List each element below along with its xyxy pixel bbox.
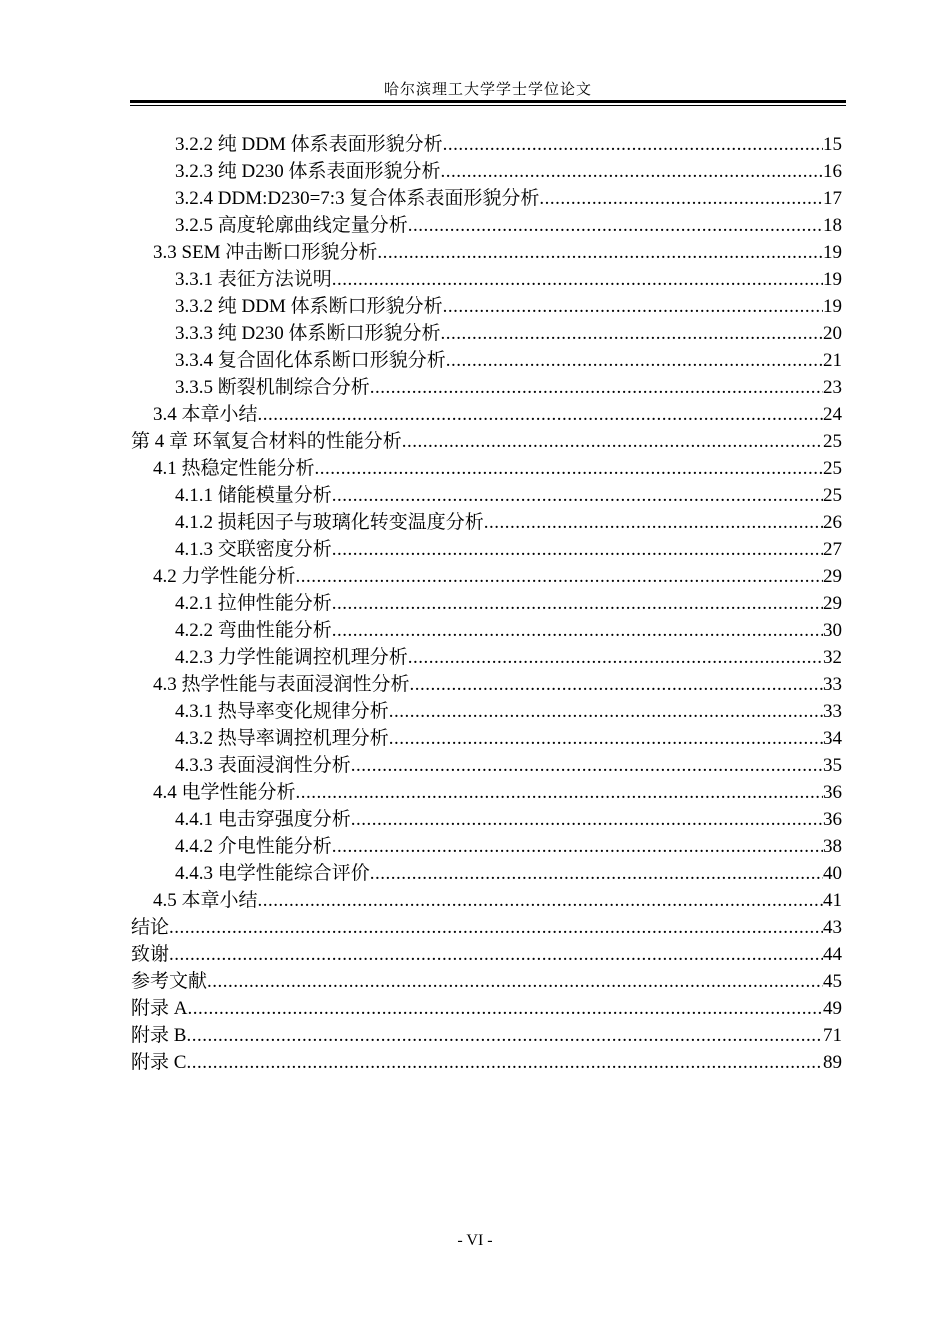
toc-entry-page: 19 (823, 296, 842, 317)
toc-dot-leader (169, 941, 823, 968)
toc-entry-title: 附录 C (131, 1052, 187, 1073)
toc-dot-leader (207, 968, 823, 995)
toc-entry-title: 3.3.5 断裂机制综合分析 (175, 377, 370, 398)
toc-entry-title: 3.2.3 纯 D230 体系表面形貌分析 (175, 161, 441, 182)
toc-dot-leader (402, 428, 823, 455)
toc-dot-leader (351, 806, 823, 833)
toc-entry[interactable] (131, 239, 842, 266)
toc-entry-title: 4.4.2 介电性能分析 (175, 836, 332, 857)
toc-entry-title: 4.3.1 热导率变化规律分析 (175, 701, 389, 722)
toc-dot-leader (332, 536, 823, 563)
toc-entry-title: 4.3 热学性能与表面浸润性分析 (153, 674, 410, 695)
toc-dot-leader (332, 482, 823, 509)
toc-entry[interactable] (131, 941, 842, 968)
toc-entry-page: 89 (823, 1052, 842, 1073)
toc-entry-page: 25 (823, 485, 842, 506)
toc-entry[interactable] (131, 536, 842, 563)
toc-entry-page: 38 (823, 836, 842, 857)
toc-entry-page: 36 (823, 782, 842, 803)
toc-entry-title: 4.1.1 储能模量分析 (175, 485, 332, 506)
toc-entry-page: 15 (823, 134, 842, 155)
toc-entry[interactable] (131, 698, 842, 725)
toc-entry[interactable] (131, 887, 842, 914)
toc-dot-leader (440, 158, 823, 185)
toc-dot-leader (408, 212, 823, 239)
toc-entry[interactable] (131, 374, 842, 401)
toc-entry-title: 3.2.5 高度轮廓曲线定量分析 (175, 215, 408, 236)
toc-entry[interactable] (131, 995, 842, 1022)
toc-entry-title: 3.3.4 复合固化体系断口形貌分析 (175, 350, 446, 371)
toc-entry[interactable] (131, 185, 842, 212)
toc-entry-page: 40 (823, 863, 842, 884)
toc-entry-page: 26 (823, 512, 842, 533)
toc-entry[interactable] (131, 347, 842, 374)
toc-entry-page: 20 (823, 323, 842, 344)
toc-entry[interactable] (131, 968, 842, 995)
toc-entry-title: 3.3 SEM 冲击断口形貌分析 (153, 242, 378, 263)
toc-dot-leader (315, 455, 823, 482)
toc-entry-page: 19 (823, 269, 842, 290)
toc-dot-leader (389, 725, 823, 752)
toc-dot-leader (258, 401, 823, 428)
toc-dot-leader (377, 239, 823, 266)
toc-entry[interactable] (131, 212, 842, 239)
toc-entry-title: 4.1 热稳定性能分析 (153, 458, 315, 479)
toc-dot-leader (443, 293, 823, 320)
toc-entry-title: 附录 B (131, 1025, 187, 1046)
toc-entry[interactable] (131, 914, 842, 941)
toc-entry-title: 3.4 本章小结 (153, 404, 258, 425)
toc-entry-title: 4.4.3 电学性能综合评价 (175, 863, 370, 884)
toc-entry-title: 4.1.2 损耗因子与玻璃化转变温度分析 (175, 512, 484, 533)
toc-entry-page: 49 (823, 998, 842, 1019)
toc-dot-leader (410, 671, 823, 698)
toc-entry-page: 24 (823, 404, 842, 425)
toc-dot-leader (408, 644, 823, 671)
toc-entry-title: 3.2.4 DDM:D230=7:3 复合体系表面形貌分析 (175, 188, 540, 209)
toc-entry[interactable] (131, 779, 842, 806)
toc-entry[interactable] (131, 482, 842, 509)
toc-entry-page: 32 (823, 647, 842, 668)
toc-dot-leader (484, 509, 823, 536)
toc-entry-page: 29 (823, 593, 842, 614)
toc-dot-leader (443, 131, 823, 158)
toc-entry[interactable] (131, 671, 842, 698)
header-rule-thin (130, 105, 846, 106)
toc-entry-page: 16 (823, 161, 842, 182)
toc-entry-title: 致谢 (131, 944, 170, 965)
toc-entry[interactable] (131, 509, 842, 536)
running-header: 哈尔滨理工大学学士学位论文 (383, 82, 592, 98)
toc-entry[interactable] (131, 1049, 842, 1076)
toc-entry-page: 21 (823, 350, 842, 371)
toc-entry-title: 4.4 电学性能分析 (153, 782, 296, 803)
toc-dot-leader (186, 1049, 823, 1076)
toc-dot-leader (296, 563, 823, 590)
toc-dot-leader (370, 860, 823, 887)
toc-entry-page: 23 (823, 377, 842, 398)
toc-dot-leader (296, 779, 823, 806)
toc-dot-leader (169, 914, 823, 941)
toc-entry-page: 19 (823, 242, 842, 263)
toc-entry-title: 4.3.2 热导率调控机理分析 (175, 728, 389, 749)
toc-entry[interactable] (131, 644, 842, 671)
page-number: - VI - (457, 1232, 493, 1249)
toc-dot-leader (446, 347, 823, 374)
toc-dot-leader (389, 698, 823, 725)
toc-entry-title: 4.2.1 拉伸性能分析 (175, 593, 332, 614)
toc-dot-leader (187, 995, 823, 1022)
toc-dot-leader (258, 887, 823, 914)
toc-entry-title: 3.3.3 纯 D230 体系断口形貌分析 (175, 323, 441, 344)
toc-entry[interactable] (131, 725, 842, 752)
toc-entry-page: 18 (823, 215, 842, 236)
toc-entry[interactable] (131, 563, 842, 590)
toc-entry-page: 36 (823, 809, 842, 830)
header-rule-thick (130, 100, 846, 103)
toc-dot-leader (332, 590, 823, 617)
toc-entry-page: 35 (823, 755, 842, 776)
toc-dot-leader (539, 185, 823, 212)
toc-entry-title: 第 4 章 环氧复合材料的性能分析 (131, 431, 402, 452)
toc-entry[interactable] (131, 401, 842, 428)
toc-entry-title: 4.4.1 电击穿强度分析 (175, 809, 351, 830)
toc-entry[interactable] (131, 293, 842, 320)
toc-entry-title: 参考文献 (131, 971, 208, 992)
toc-entry[interactable] (131, 266, 842, 293)
toc-entry-page: 71 (823, 1025, 842, 1046)
toc-dot-leader (351, 752, 823, 779)
toc-entry-page: 33 (823, 674, 842, 695)
toc-entry[interactable] (131, 158, 842, 185)
toc-entry-title: 4.1.3 交联密度分析 (175, 539, 332, 560)
toc-entry-page: 34 (823, 728, 842, 749)
toc-entry[interactable] (131, 806, 842, 833)
toc-entry-page: 44 (823, 944, 842, 965)
toc-dot-leader (332, 617, 823, 644)
toc-entry-page: 25 (823, 431, 842, 452)
toc-entry[interactable] (131, 752, 842, 779)
toc-entry[interactable] (131, 833, 842, 860)
toc-entry-page: 45 (823, 971, 842, 992)
toc-entry[interactable] (131, 455, 842, 482)
toc-entry[interactable] (131, 1022, 842, 1049)
toc-dot-leader (332, 266, 823, 293)
toc-dot-leader (440, 320, 823, 347)
toc-entry[interactable] (131, 860, 842, 887)
toc-entry-page: 43 (823, 917, 842, 938)
toc-dot-leader (186, 1022, 823, 1049)
toc-dot-leader (370, 374, 823, 401)
toc-entry-page: 17 (823, 188, 842, 209)
toc-entry-title: 3.2.2 纯 DDM 体系表面形貌分析 (175, 134, 443, 155)
table-of-contents (131, 131, 842, 1076)
toc-entry-title: 3.3.1 表征方法说明 (175, 269, 332, 290)
toc-entry-title: 结论 (131, 917, 170, 938)
toc-entry[interactable] (131, 428, 842, 455)
toc-entry-title: 4.2.3 力学性能调控机理分析 (175, 647, 408, 668)
toc-dot-leader (332, 833, 823, 860)
toc-entry-page: 41 (823, 890, 842, 911)
toc-entry-title: 4.2 力学性能分析 (153, 566, 296, 587)
toc-entry[interactable] (131, 617, 842, 644)
toc-entry-title: 3.3.2 纯 DDM 体系断口形貌分析 (175, 296, 443, 317)
toc-entry-title: 4.2.2 弯曲性能分析 (175, 620, 332, 641)
toc-entry-page: 27 (823, 539, 842, 560)
toc-entry-title: 附录 A (131, 998, 188, 1019)
toc-entry[interactable] (131, 320, 842, 347)
toc-entry-page: 25 (823, 458, 842, 479)
toc-entry[interactable] (131, 131, 842, 158)
toc-entry-title: 4.3.3 表面浸润性分析 (175, 755, 351, 776)
toc-entry-title: 4.5 本章小结 (153, 890, 258, 911)
toc-entry-page: 33 (823, 701, 842, 722)
toc-entry-page: 30 (823, 620, 842, 641)
toc-entry-page: 29 (823, 566, 842, 587)
toc-entry[interactable] (131, 590, 842, 617)
